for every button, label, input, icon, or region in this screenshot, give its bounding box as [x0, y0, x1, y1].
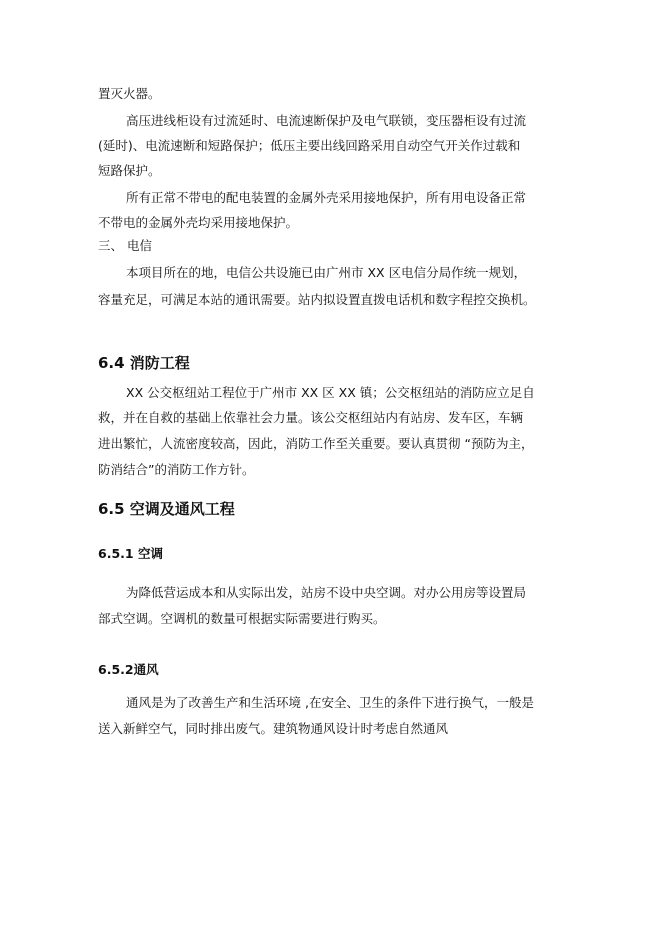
section-heading-telecom: 三、 电信	[98, 238, 152, 253]
text-line: 为降低营运成本和从实际出发，站房不设中央空调。对办公用房等设置局	[126, 585, 527, 600]
text-line: 不带电的金属外壳均采用接地保护。	[98, 215, 299, 230]
subsection-heading-vent: 6.5.2通风	[98, 662, 159, 677]
text-line: 进出繁忙，人流密度较高，因此，消防工作至关重要。要认真贯彻 “预防为主，	[98, 436, 534, 451]
text-line: 容量充足，可满足本站的通讯需要。站内拟设置直拨电话机和数字程控交换机。	[98, 292, 536, 307]
text-line: 部式空调。空调机的数量可根据实际需要进行购买。	[98, 611, 386, 626]
text-line: 本项目所在的地，电信公共设施已由广州市 XX 区电信分局作统一规划，	[126, 265, 527, 280]
text-line: 防消结合”的消防工作方针。	[98, 462, 255, 477]
subsection-heading-ac: 6.5.1 空调	[98, 546, 163, 561]
text-line: 短路保护。	[98, 163, 161, 178]
section-heading-fire: 6.4 消防工程	[98, 354, 190, 372]
text-line: 通风是为了改善生产和生活环境 ,在安全、卫生的条件下进行换气，一般是	[126, 695, 534, 710]
text-line: 高压进线柜设有过流延时、电流速断保护及电气联锁，变压器柜设有过流	[126, 113, 527, 128]
text-line: (延时)、电流速断和短路保护；低压主要出线回路采用自动空气开关作过载和	[98, 138, 521, 153]
text-line: 置灭火器。	[98, 86, 161, 101]
text-line: 救，并在自救的基础上依靠社会力量。该公交枢纽站内有站房、发车区，车辆	[98, 410, 524, 425]
text-line: 所有正常不带电的配电装置的金属外壳采用接地保护，所有用电设备正常	[126, 190, 527, 205]
section-heading-hvac: 6.5 空调及通风工程	[98, 500, 235, 518]
text-line: XX 公交枢纽站工程位于广州市 XX 区 XX 镇；公交枢纽站的消防应立足自	[126, 385, 535, 400]
text-line: 送入新鲜空气，同时排出废气。建筑物通风设计时考虑自然通风	[98, 721, 449, 736]
